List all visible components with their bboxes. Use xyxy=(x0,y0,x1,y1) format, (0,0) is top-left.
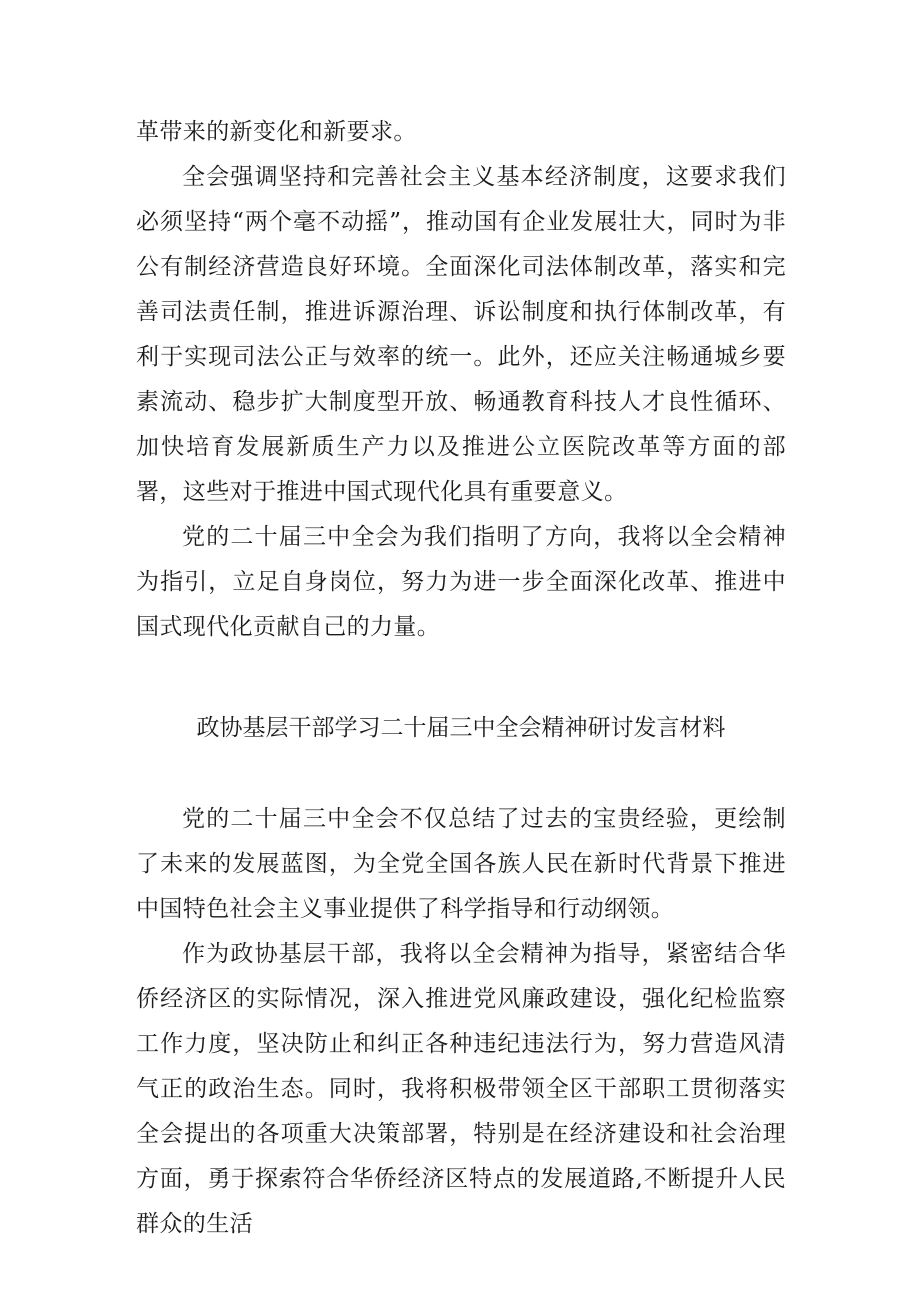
paragraph-intro: 党的二十届三中全会不仅总结了过去的宝贵经验，更绘制了未来的发展蓝图，为全党全国各族人民在新时代背景下推进中国特色社会主义事业提供了科学指导和行动纲领。 xyxy=(136,806,786,922)
paragraph-continuation: 革带来的新变化和新要求。 xyxy=(136,119,417,145)
section-title: 政协基层干部学习二十届三中全会精神研讨发言材料 xyxy=(196,715,726,741)
paragraph-conclusion: 党的二十届三中全会为我们指明了方向，我将以全会精神为指引，立足自身岗位，努力为进一步全面深化改革、推进中国式现代化贡献自己的力量。 xyxy=(136,524,786,640)
document-page xyxy=(136,110,786,1247)
paragraph-economic-system: 全会强调坚持和完善社会主义基本经济制度，这要求我们必须坚持“两个毫不动摇”，推动国有企业发展壮大，同时为非公有制经济营造良好环境。全面深化司法体制改革，落实和完善司法责任制，推进诉源治理、诉讼制度和执行体制改革，有利于实现司法公正与效率的统一。此外，还应关注畅通城乡要素流动、稳步扩大制度型开放、畅通教育科技人才良性循环、加快培育发展新质生产力以及推进公立医院改革等方面的部署，这些对于推进中国式现代化具有重要意义。 xyxy=(136,164,786,505)
paragraph-role: 作为政协基层干部，我将以全会精神为指导，紧密结合华侨经济区的实际情况，深入推进党风廉政建设，强化纪检监察工作力度，坚决防止和纠正各种违纪违法行为，努力营造风清气正的政治生态。同时，我将积极带领全区干部职工贯彻落实全会提出的各项重大决策部署，特别是在经济建设和社会治理方面，勇于探索符合华侨经济区特点的发展道路,不断提升人民群众的生活 xyxy=(136,941,786,1237)
section-spacer xyxy=(136,751,786,797)
section-spacer xyxy=(136,650,786,706)
